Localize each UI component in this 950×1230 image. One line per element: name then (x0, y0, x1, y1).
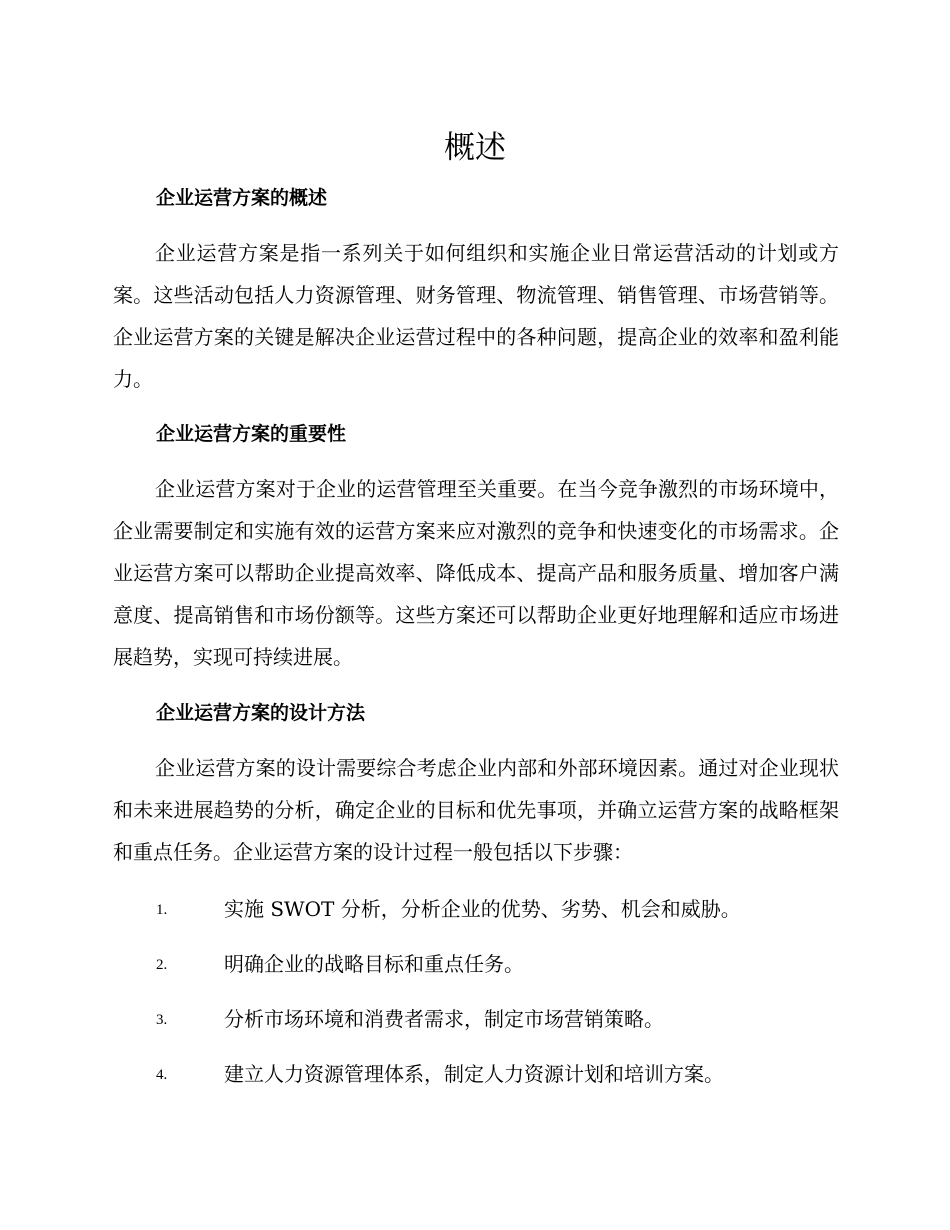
section-paragraph-overview: 企业运营方案是指一系列关于如何组织和实施企业日常运营活动的计划或方案。这些活动包括人力资源管理、财务管理、物流管理、销售管理、市场营销等。企业运营方案的关键是解决企业运营过程中的各种问题，提高企业的效率和盈利能力。 (113, 241, 839, 391)
section-heading-overview: 企业运营方案的概述 (156, 187, 328, 209)
section-paragraph-design-method: 企业运营方案的设计需要综合考虑企业内部和外部环境因素。通过对企业现状和未来进展趋势的分析，确定企业的目标和优先事项，并确立运营方案的战略框架和重点任务。企业运营方案的设计过程一般包括以下步骤： (113, 756, 839, 864)
list-item-text: 建立人力资源管理体系，制定人力资源计划和培训方案。 (224, 1062, 724, 1086)
list-item-text: 实施 SWOT 分析，分析企业的优势、劣势、机会和威胁。 (224, 897, 741, 921)
section-heading-importance: 企业运营方案的重要性 (156, 423, 347, 445)
list-item (0, 1003, 950, 1035)
page-title: 概述 (444, 130, 506, 166)
list-item-number: 3. (156, 1012, 168, 1028)
list-item (0, 1058, 950, 1090)
section-paragraph-importance: 企业运营方案对于企业的运营管理至关重要。在当今竞争激烈的市场环境中，企业需要制定和实施有效的运营方案来应对激烈的竞争和快速变化的市场需求。企业运营方案可以帮助企业提高效率、降低成本、提高产品和服务质量、增加客户满意度、提高销售和市场份额等。这些方案还可以帮助企业更好地理解和适应市场进展趋势，实现可持续进展。 (113, 477, 839, 669)
list-item-number: 1. (156, 902, 168, 918)
list-item-text: 分析市场环境和消费者需求，制定市场营销策略。 (224, 1007, 664, 1031)
section-heading-design-method: 企业运营方案的设计方法 (156, 702, 366, 724)
list-item (0, 948, 950, 980)
list-item (0, 893, 950, 925)
list-item-number: 4. (156, 1067, 168, 1083)
list-item-number: 2. (156, 957, 168, 973)
list-item-text: 明确企业的战略目标和重点任务。 (224, 952, 524, 976)
